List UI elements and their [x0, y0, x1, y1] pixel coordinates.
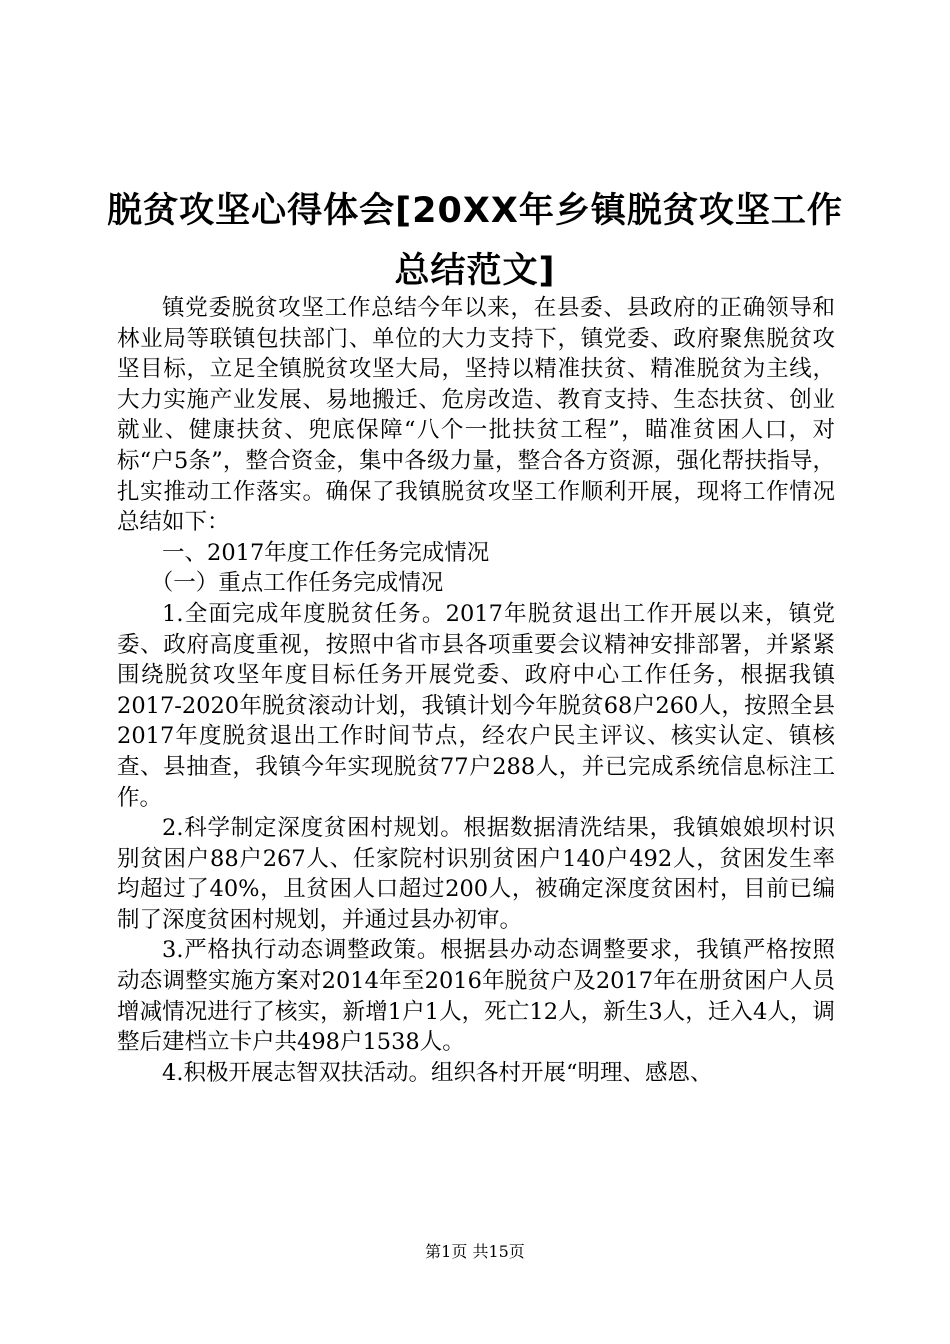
item-paragraph-3: 3.严格执行动态调整政策。根据县办动态调整要求，我镇严格按照动态调整实施方案对2014年至2016年脱贫户及2017年在册贫困户人员增减情况进行了核实，新增1户1人，死亡12人，新生3人，迁入4人，调整后建档立卡户共498户1538人。: [117, 937, 835, 1056]
document-title: [100, 181, 850, 301]
intro-paragraph: 镇党委脱贫攻坚工作总结今年以来，在县委、县政府的正确领导和林业局等联镇包扶部门、单位的大力支持下，镇党委、政府聚焦脱贫攻坚目标，立足全镇脱贫攻坚大局，坚持以精准扶贫、精准脱贫为主线，大力实施产业发展、易地搬迁、危房改造、教育支持、生态扶贫、创业就业、健康扶贫、兜底保障“八个一批扶贫工程”，瞄准贫困人口，对标“户5条”，整合资金，集中各级力量，整合各方资源，强化帮扶指导，扎实推动工作落实。确保了我镇脱贫攻坚工作顺利开展，现将工作情况总结如下：: [117, 295, 835, 536]
section-heading: 一、2017年度工作任务完成情况: [162, 539, 490, 566]
title-line-2: 总结范文]: [394, 251, 556, 292]
title-line-1: 脱贫攻坚心得体会[20XX年乡镇脱贫攻坚工作: [107, 191, 843, 232]
item-paragraph-4: 4.积极开展志智双扶活动。组织各村开展“明理、感恩、: [162, 1059, 713, 1086]
subsection-heading: （一）重点工作任务完成情况: [150, 570, 444, 597]
item-paragraph-2: 2.科学制定深度贫困村规划。根据数据清洗结果，我镇娘娘坝村识别贫困户88户267人、任家院村识别贫困户140户492人，贫困发生率均超过了40%，且贫困人口超过200人，被确定深度贫困村，目前已编制了深度贫困村规划，并通过县办初审。: [117, 815, 835, 933]
item-paragraph-1: 1.全面完成年度脱贫任务。2017年脱贫退出工作开展以来，镇党委、政府高度重视，按照中省市县各项重要会议精神安排部署，并紧紧围绕脱贫攻坚年度目标任务开展党委、政府中心工作任务，根据我镇2017-2020年脱贫滚动计划，我镇计划今年脱贫68户260人，按照全县2017年度脱贫退出工作时间节点，经农户民主评议、核实认定、镇核查、县抽查，我镇今年实现脱贫77户288人，并已完成系统信息标注工作。: [117, 600, 835, 811]
page-footer: 第1页 共15页: [425, 1242, 525, 1261]
document-body: [117, 293, 835, 1088]
